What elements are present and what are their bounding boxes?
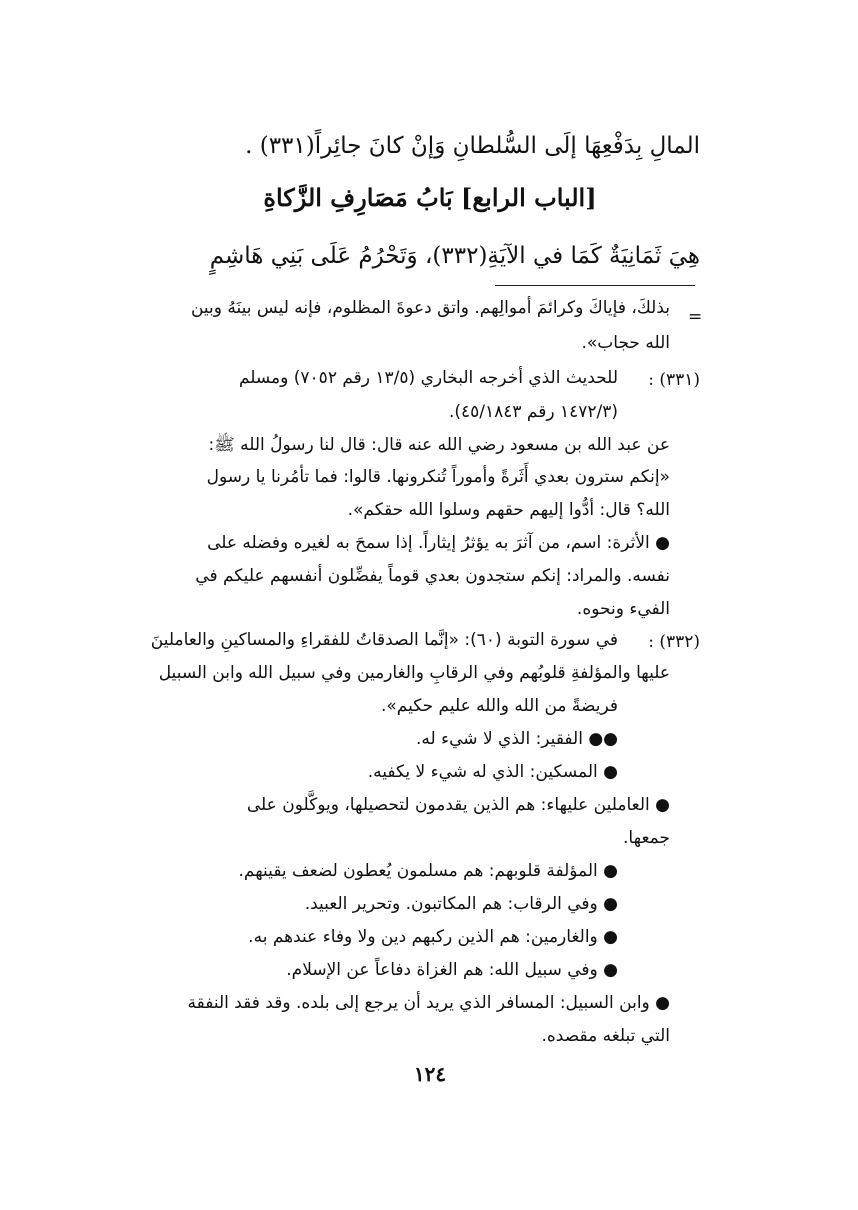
footnote-marker-332: (٣٣٢) : [648,632,700,652]
footnote-332-line: ● وفي سبيل الله: هم الغزاة دفاعاً عن الإسلام. [286,960,618,980]
footnote-331-line: عن عبد الله بن مسعود رضي الله عنه قال: قال لنا رسولُ الله ﷺ: [208,435,670,455]
footnote-332-line: ●● الفقير: الذي لا شيء له. [416,729,618,749]
footnote-332-line: ● العاملين عليهاء: هم الذين يقدمون لتحصيلها، ويوكَّلون على [246,795,670,815]
footnote-332-line: ● وفي الرقاب: هم المكاتبون. وتحرير العبيد. [304,894,618,914]
footnote-331-line: للحديث الذي أخرجه البخاري (١٣/٥ رقم ٧٠٥٢) ومسلم [238,368,618,388]
footnote-331-line: «إنكم سترون بعدي أَثَرةً وأموراً تُنكرونها. قالوا: فما تأمُرنا يا رسول [206,467,670,487]
continuation-mark: = [688,307,703,327]
footnote-separator [495,285,695,286]
verse-main-line: هِيَ ثَمَانِيَةٌ كَمَا في الآيَةِ(٣٣٢)، وَتَحْرُمُ عَلَى بَنِي هَاشِمٍ [209,243,700,269]
footnote-332-line: التي تبلغه مقصده. [541,1026,670,1046]
footnote-332-line: ● المسكين: الذي له شيء لا يكفيه. [367,762,618,782]
footnote-332-line: فريضةً من الله والله عليم حكيم». [380,696,618,716]
footnote-331-line: (١٤٧٢/٣ رقم ٤٥/١٨٤٣). [448,402,618,422]
continuation-line: الله حجاب». [581,333,670,353]
footnote-332-line: ● المؤلفة قلوبهم: هم مسلمون يُعطون لضعف يقينهم. [238,861,618,881]
chapter-heading: [الباب الرابع] بَابُ مَصَارِفِ الزَّكاةِ [263,183,597,212]
footnote-331-line: ● الأثرة: اسم، من آثرَ به يؤثرُ إيثاراً. إذا سمحَ به لغيره وفضله على [207,533,670,553]
footnote-marker-331: (٣٣١) : [648,370,700,390]
footnote-332-line: ● والغارمين: هم الذين ركبهم دين ولا وفاء عندهم به. [248,927,618,947]
footnote-331-line: الله؟ قال: أدُّوا إليهم حقهم وسلوا الله حقكم». [347,500,670,520]
footnote-332-line: في سورة التوبة (٦٠): «إنَّما الصدقاتُ للفقراءِ والمساكينِ والعاملينَ [150,630,618,650]
footnote-332-line: عليها والمؤلفةِ قلوبُهم وفي الرقابِ والغارمين وفي سبيل الله وابن السبيل [158,663,670,683]
continuation-line: بذلكَ، فإياكَ وكرائمَ أموالِهم. واتق دعوةَ المظلوم، فإنه ليس بينَهُ وبين [190,298,670,318]
footnote-332-line: جمعها. [623,828,670,848]
verse-top-line: المالِ بِدَفْعِهَا إلَى السُّلطانِ وَإنْ كانَ جائِراً(٣٣١) . [245,133,700,159]
footnote-332-line: ● وابن السبيل: المسافر الذي يريد أن يرجع إلى بلده. وقد فقد النفقة [187,993,670,1013]
footnote-331-line: الفيء ونحوه. [576,599,670,619]
footnote-331-line: نفسه. والمراد: إنكم ستجدون بعدي قوماً يفضِّلون أنفسهم عليكم في [195,566,670,586]
page-number: ١٢٤ [413,1062,447,1086]
